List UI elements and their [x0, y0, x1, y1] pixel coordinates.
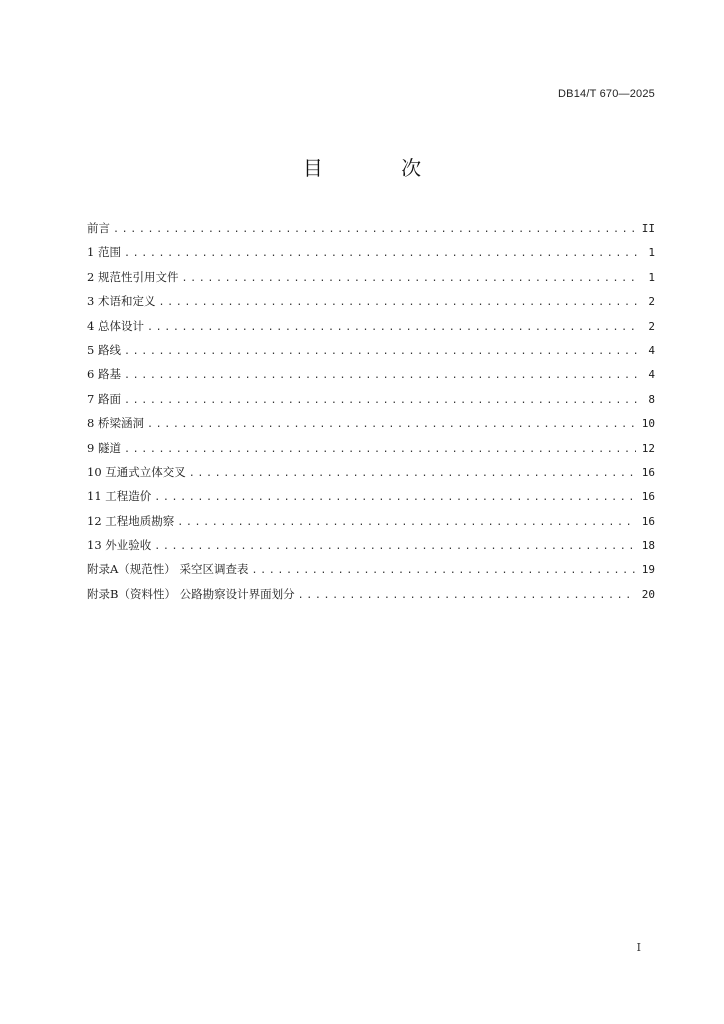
toc-entry-label: 9 隧道 — [87, 440, 121, 455]
toc-entry-page: 10 — [641, 417, 655, 431]
toc-entry-page: II — [641, 222, 655, 235]
toc-entry-pavement[interactable] — [87, 389, 655, 413]
toc-entry-label: 2 规范性引用文件 — [87, 269, 179, 284]
toc-entry-page: 8 — [648, 392, 655, 406]
toc-entry-page: 4 — [648, 343, 655, 357]
toc-leader-dots — [147, 415, 636, 435]
toc-entry-label: 11 工程造价 — [87, 489, 152, 504]
toc-leader-dots — [124, 244, 639, 264]
toc-entry-label: 6 路基 — [87, 367, 121, 382]
toc-entry-subgrade[interactable] — [87, 364, 655, 388]
toc-entry-label: 4 总体设计 — [87, 318, 144, 333]
toc-leader-dots — [158, 293, 639, 313]
toc-entry-route[interactable] — [87, 340, 655, 364]
toc-entry-label: 5 路线 — [87, 342, 121, 357]
toc-entry-foreword[interactable] — [87, 218, 655, 242]
toc-entry-label: 3 术语和定义 — [87, 294, 156, 309]
toc-entry-page: 2 — [648, 319, 655, 333]
toc-entry-label: 7 路面 — [87, 391, 121, 406]
toc-entry-label: 13 外业验收 — [87, 538, 152, 553]
toc-entry-label: 前言 — [87, 221, 110, 235]
toc-leader-dots — [124, 342, 639, 362]
page-title: 目 次 — [302, 156, 458, 180]
toc-leader-dots — [177, 513, 635, 533]
toc-entry-appendix-b[interactable] — [87, 584, 655, 608]
document-code: DB14/T 670—2025 — [558, 88, 655, 100]
toc-entry-general-design[interactable] — [87, 316, 655, 340]
toc-entry-terms-definitions[interactable] — [87, 291, 655, 315]
toc-entry-page: 4 — [648, 368, 655, 382]
toc-leader-dots — [154, 537, 635, 557]
toc-entry-label: 1 范围 — [87, 245, 121, 260]
toc-entry-page: 12 — [641, 441, 655, 455]
toc-leader-dots — [189, 464, 636, 484]
toc-entry-label: 附录A（规范性） 采空区调查表 — [87, 562, 249, 577]
toc-entry-page: 20 — [641, 587, 655, 601]
table-of-contents — [87, 218, 655, 608]
toc-entry-cost[interactable] — [87, 486, 655, 510]
toc-entry-label: 附录B（资料性） 公路勘察设计界面划分 — [87, 586, 295, 601]
toc-leader-dots — [113, 220, 636, 240]
toc-leader-dots — [147, 318, 639, 338]
toc-leader-dots — [181, 269, 639, 289]
toc-leader-dots — [154, 488, 635, 508]
toc-entry-label: 8 桥梁涵洞 — [87, 416, 144, 431]
toc-entry-interchanges[interactable] — [87, 462, 655, 486]
toc-entry-geological-survey[interactable] — [87, 511, 655, 535]
page-number: I — [636, 941, 641, 954]
toc-entry-page: 16 — [641, 465, 655, 479]
toc-entry-normative-references[interactable] — [87, 267, 655, 291]
toc-entry-label: 12 工程地质勘察 — [87, 513, 175, 528]
toc-leader-dots — [124, 366, 639, 386]
toc-leader-dots — [298, 586, 636, 606]
toc-entry-page: 1 — [648, 246, 655, 260]
toc-entry-page: 18 — [641, 539, 655, 553]
toc-entry-label: 10 互通式立体交叉 — [87, 464, 186, 479]
toc-leader-dots — [251, 561, 635, 581]
toc-leader-dots — [124, 391, 639, 411]
toc-entry-page: 16 — [641, 514, 655, 528]
toc-entry-page: 19 — [641, 563, 655, 577]
toc-entry-scope[interactable] — [87, 242, 655, 266]
toc-entry-page: 16 — [641, 490, 655, 504]
toc-entry-appendix-a[interactable] — [87, 559, 655, 583]
toc-entry-field-acceptance[interactable] — [87, 535, 655, 559]
toc-entry-tunnels[interactable] — [87, 438, 655, 462]
toc-leader-dots — [124, 440, 636, 460]
toc-entry-bridges-culverts[interactable] — [87, 413, 655, 437]
toc-entry-page: 2 — [648, 295, 655, 309]
toc-entry-page: 1 — [648, 270, 655, 284]
